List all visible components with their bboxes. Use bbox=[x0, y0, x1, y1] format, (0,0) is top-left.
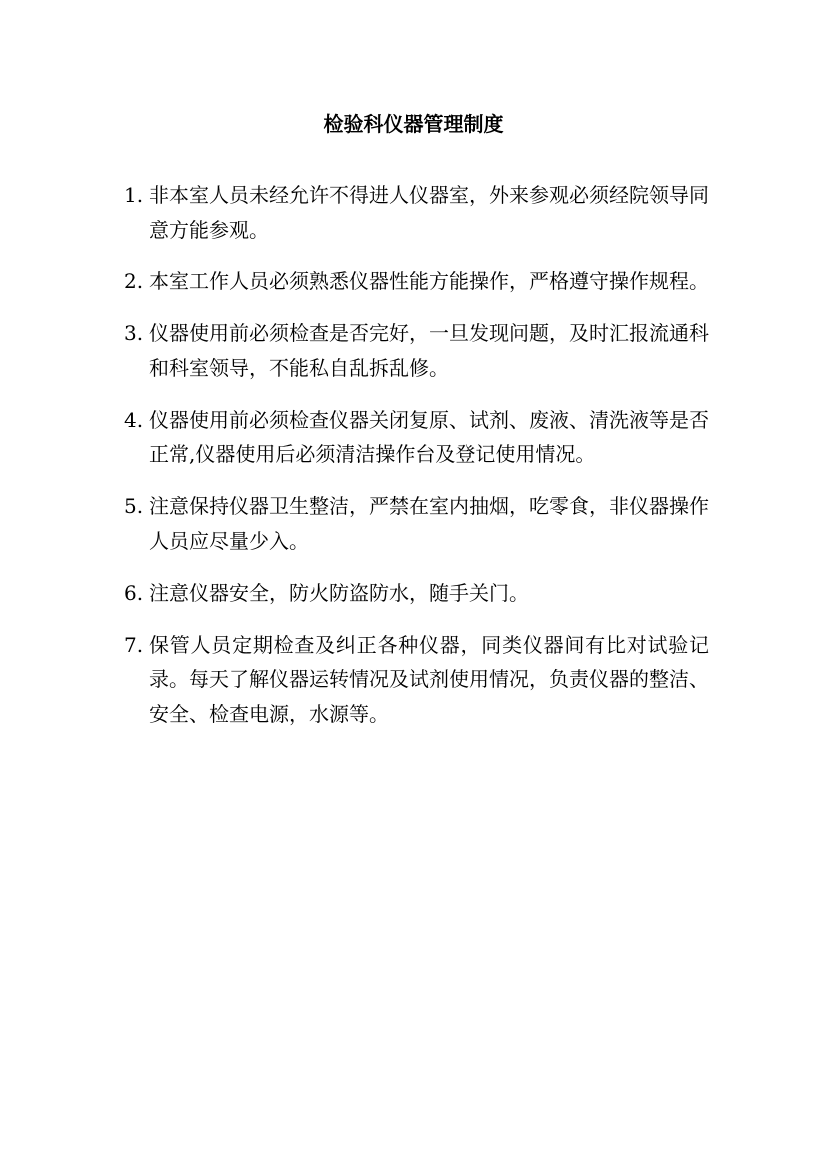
rule-number: 6. bbox=[124, 580, 144, 605]
rule-number: 5. bbox=[124, 494, 144, 519]
rule-text: 保管人员定期检查及纠正各种仪器，同类仪器间有比对试验记录。每天了解仪器运转情况及试剂使用情况，负责仪器的整洁、安全、检查电源，水源等。 bbox=[149, 632, 709, 726]
list-item bbox=[124, 316, 709, 385]
list-item bbox=[124, 178, 709, 247]
document-title: 检验科仪器管理制度 bbox=[323, 112, 504, 136]
rule-number: 2. bbox=[124, 269, 144, 294]
rule-text: 注意仪器安全，防火防盗防水，随手关门。 bbox=[149, 580, 529, 605]
list-item bbox=[124, 489, 709, 558]
rule-text: 非本室人员未经允许不得进人仪器室，外来参观必须经院领导同意方能参观。 bbox=[149, 183, 709, 242]
list-item bbox=[124, 264, 709, 299]
rule-number: 4. bbox=[124, 407, 144, 432]
rule-number: 3. bbox=[124, 321, 144, 346]
rule-text: 仪器使用前必须检查仪器关闭复原、试剂、废液、清洗液等是否正常,仪器使用后必须清洁操作台及登记使用情况。 bbox=[149, 407, 709, 467]
list-item bbox=[124, 403, 709, 472]
rule-number: 7. bbox=[124, 632, 144, 657]
rule-text: 注意保持仪器卫生整洁，严禁在室内抽烟，吃零食，非仪器操作人员应尽量少入。 bbox=[149, 494, 709, 553]
list-item bbox=[124, 628, 709, 732]
list-item bbox=[124, 576, 709, 611]
rule-text: 本室工作人员必须熟悉仪器性能方能操作，严格遵守操作规程。 bbox=[149, 269, 709, 294]
rule-number: 1. bbox=[124, 183, 144, 207]
rules-list bbox=[124, 178, 709, 749]
rule-text: 仪器使用前必须检查是否完好，一旦发现问题，及时汇报流通科和科室领导，不能私自乱拆乱修。 bbox=[149, 321, 709, 380]
